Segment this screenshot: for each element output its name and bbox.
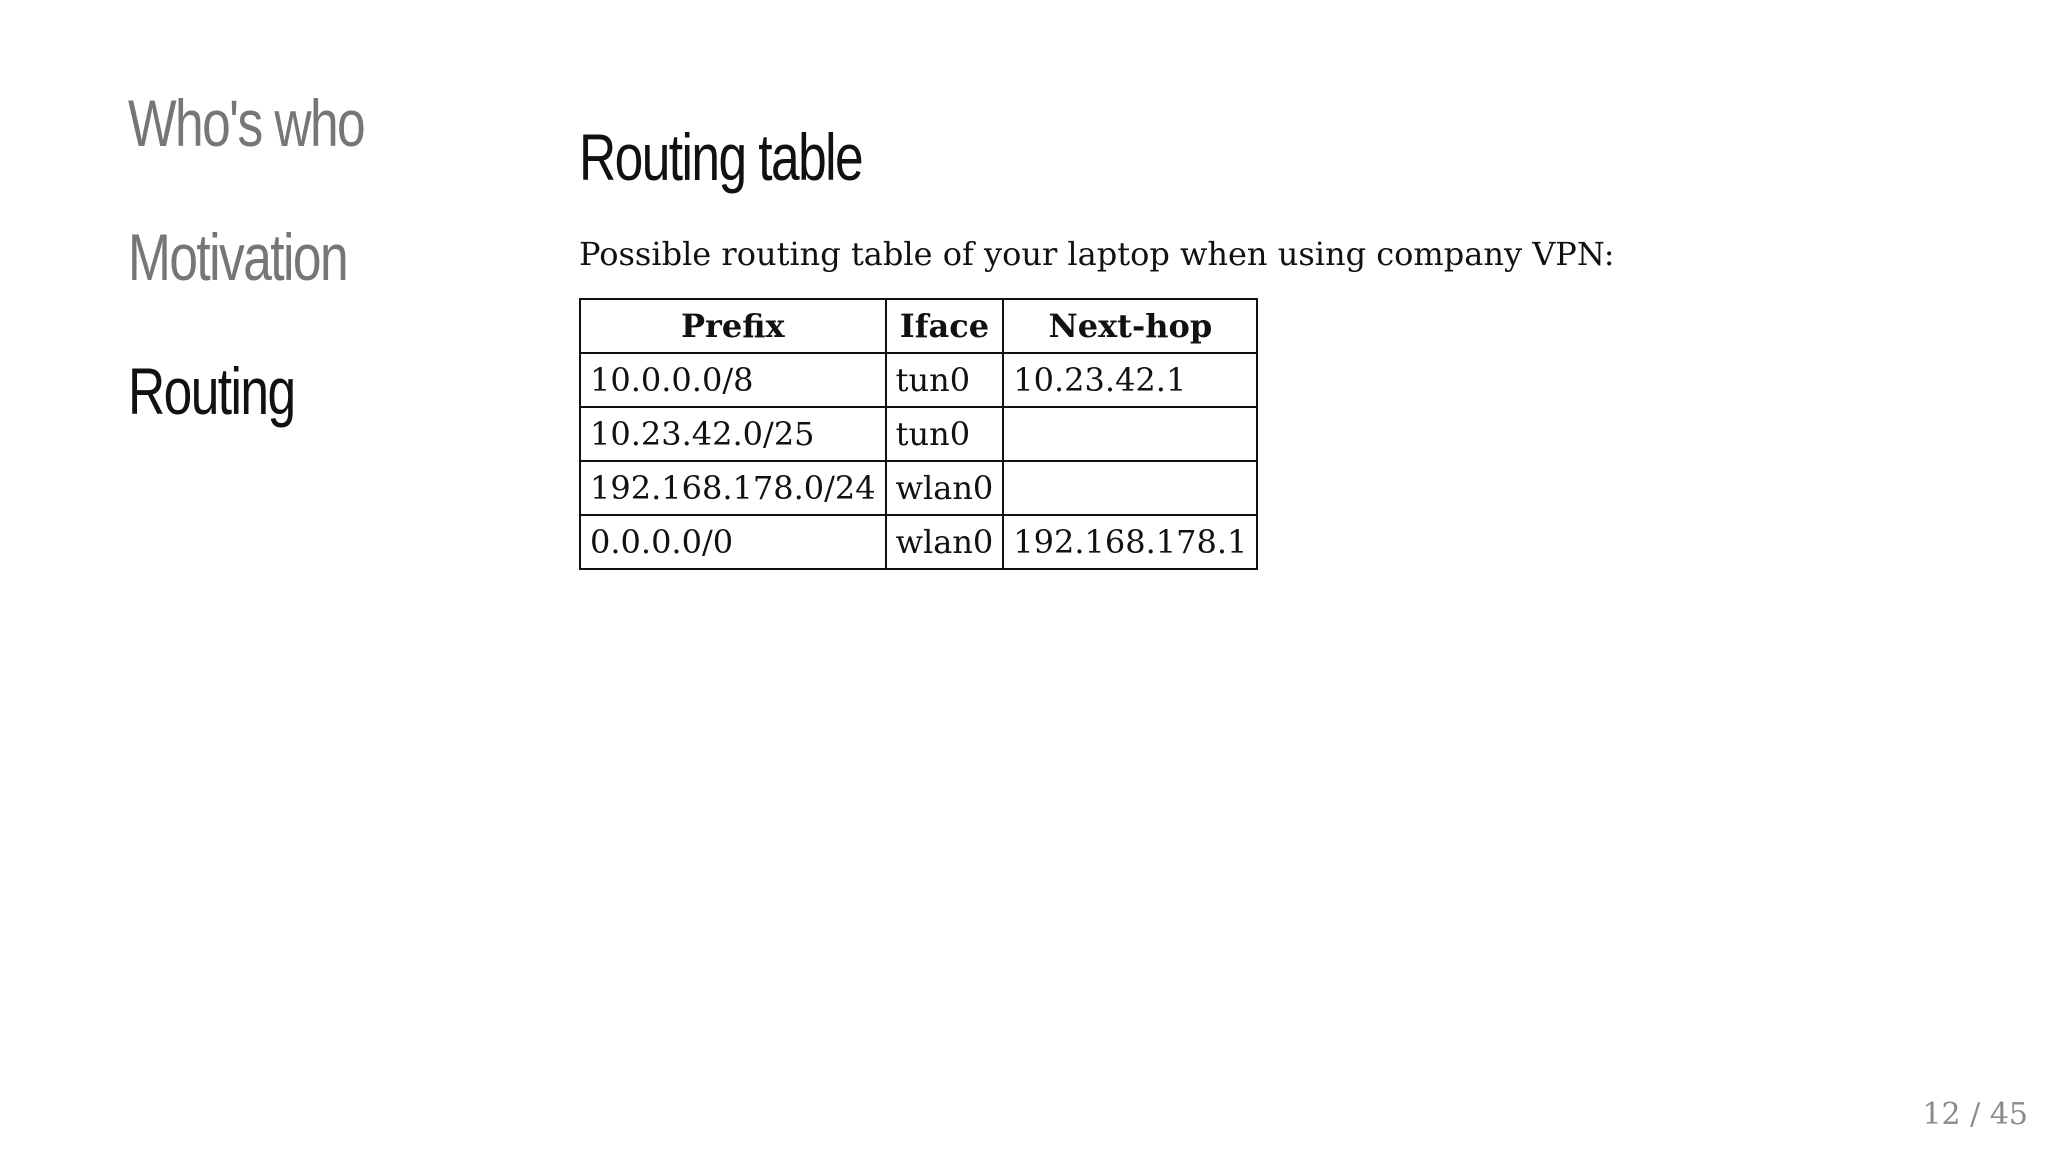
cell-prefix: 0.0.0.0/0 [580, 515, 886, 569]
table-row [580, 353, 1257, 407]
cell-prefix: 10.0.0.0/8 [580, 353, 886, 407]
page-number: 12 / 45 [1922, 1097, 2028, 1132]
nav-item-routing[interactable]: Routing [128, 354, 295, 428]
cell-iface: wlan0 [886, 515, 1004, 569]
cell-next-hop [1003, 461, 1257, 515]
table-row [580, 515, 1257, 569]
cell-iface: wlan0 [886, 461, 1004, 515]
column-header-next-hop: Next-hop [1003, 299, 1257, 353]
slide-intro-text: Possible routing table of your laptop when using company VPN: [579, 235, 1615, 273]
cell-next-hop [1003, 407, 1257, 461]
table-row [580, 461, 1257, 515]
slide-title: Routing table [579, 120, 863, 194]
cell-next-hop: 192.168.178.1 [1003, 515, 1257, 569]
cell-prefix: 10.23.42.0/25 [580, 407, 886, 461]
column-header-prefix: Prefix [580, 299, 886, 353]
slide-navigation [128, 78, 528, 480]
cell-prefix: 192.168.178.0/24 [580, 461, 886, 515]
table-row [580, 407, 1257, 461]
cell-iface: tun0 [886, 407, 1004, 461]
nav-item-motivation[interactable]: Motivation [128, 220, 348, 294]
column-header-iface: Iface [886, 299, 1004, 353]
cell-next-hop: 10.23.42.1 [1003, 353, 1257, 407]
routing-table [579, 298, 1258, 570]
cell-iface: tun0 [886, 353, 1004, 407]
slide-content [579, 112, 1879, 570]
nav-item-whos-who[interactable]: Who's who [128, 86, 365, 160]
table-header-row [580, 299, 1257, 353]
